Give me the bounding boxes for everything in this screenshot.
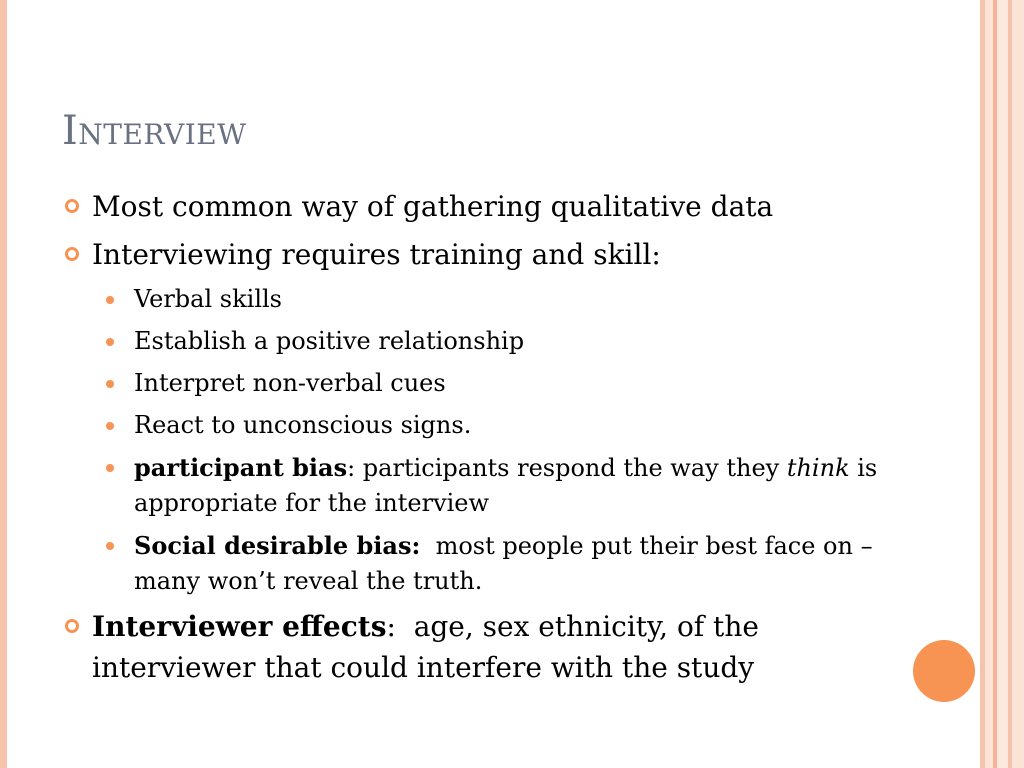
dot-bullet-icon: [106, 380, 114, 388]
dot-bullet-icon: [106, 422, 114, 430]
list-item: [62, 186, 892, 227]
sub-list-item: [134, 366, 892, 401]
sub-list-item: [134, 282, 892, 317]
dot-bullet-icon: [106, 296, 114, 304]
list-item: [62, 606, 892, 688]
stripe: [1012, 0, 1024, 768]
sub-bullet-text: React to unconscious signs.: [134, 411, 472, 439]
sub-list-item: [134, 450, 892, 521]
stripe: [985, 0, 993, 768]
definition-text-end: is appropriate for the interview: [134, 454, 878, 517]
bullet-text: Most common way of gathering qualitative data: [92, 190, 774, 223]
dot-bullet-icon: [106, 542, 114, 550]
ring-bullet-icon: [65, 619, 79, 633]
definition-text: most people put their best face on – many won’t reveal the truth.: [134, 532, 881, 595]
decorative-circle: [913, 640, 975, 702]
definition-text: : age, sex ethnicity, of the interviewer that could interfere with the study: [92, 610, 768, 684]
sub-bullet-text: Establish a positive relationship: [134, 327, 525, 355]
list-item: [62, 234, 892, 275]
ring-bullet-icon: [65, 247, 79, 261]
term-social-desirable-bias: Social desirable bias:: [134, 531, 421, 560]
dot-bullet-icon: [106, 338, 114, 346]
sub-list-item: [134, 324, 892, 359]
stripe: [997, 0, 1008, 768]
left-border-rule: [0, 0, 7, 768]
ring-bullet-icon: [65, 199, 79, 213]
sub-list-item: [134, 408, 892, 443]
emphasis-think: think: [786, 454, 850, 482]
bullet-list: [62, 186, 892, 695]
sub-bullet-text: Verbal skills: [134, 285, 282, 313]
dot-bullet-icon: [106, 464, 114, 472]
right-decorative-stripes: [980, 0, 1024, 768]
bullet-text: Interviewing requires training and skill:: [92, 238, 661, 271]
term-participant-bias: participant bias: [134, 453, 348, 482]
sub-list-item: [134, 528, 892, 599]
definition-text: : participants respond the way they: [347, 454, 787, 482]
slide-title: Interview: [62, 108, 247, 154]
sub-bullet-text: Interpret non-verbal cues: [134, 369, 446, 397]
term-interviewer-effects: Interviewer effects: [92, 610, 387, 643]
